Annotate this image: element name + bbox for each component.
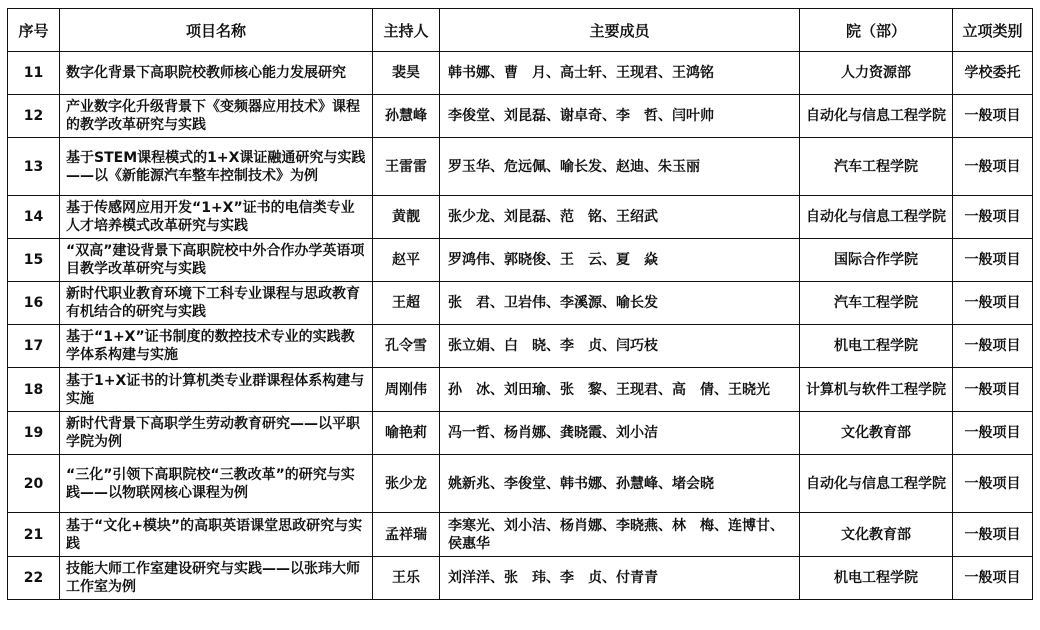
- cell-members: 刘洋洋、张 玮、李 贞、付青青: [440, 557, 800, 600]
- cell-department: 自动化与信息工程学院: [800, 196, 953, 239]
- cell-members: 韩书娜、曹 月、高士轩、王现君、王鸿铭: [440, 52, 800, 95]
- table-row: [8, 513, 1033, 557]
- table-row: [8, 138, 1033, 196]
- table-row: [8, 455, 1033, 513]
- cell-members: 罗鸿伟、郭晓俊、王 云、夏 焱: [440, 239, 800, 282]
- cell-category: 一般项目: [953, 455, 1033, 513]
- cell-no: 18: [8, 368, 60, 412]
- header-department: 院（部）: [800, 9, 953, 52]
- cell-host: 王雷雷: [373, 138, 440, 196]
- cell-no: 12: [8, 95, 60, 138]
- cell-project-name: 基于STEM课程模式的1+X课证融通研究与实践——以《新能源汽车整车控制技术》为例: [60, 138, 373, 196]
- cell-category: 一般项目: [953, 557, 1033, 600]
- cell-project-name: 基于1+X证书的计算机类专业群课程体系构建与实施: [60, 368, 373, 412]
- header-members: 主要成员: [440, 9, 800, 52]
- header-host: 主持人: [373, 9, 440, 52]
- cell-department: 汽车工程学院: [800, 138, 953, 196]
- cell-host: 赵平: [373, 239, 440, 282]
- cell-project-name: 新时代背景下高职学生劳动教育研究——以平职学院为例: [60, 412, 373, 455]
- cell-department: 文化教育部: [800, 513, 953, 557]
- cell-project-name: 基于“1+X”证书制度的数控技术专业的实践教学体系构建与实施: [60, 325, 373, 368]
- cell-host: 张少龙: [373, 455, 440, 513]
- cell-no: 19: [8, 412, 60, 455]
- cell-category: 一般项目: [953, 325, 1033, 368]
- table-row: [8, 557, 1033, 600]
- cell-host: 王超: [373, 282, 440, 325]
- cell-members: 张 君、卫岩伟、李溪源、喻长发: [440, 282, 800, 325]
- cell-category: 一般项目: [953, 95, 1033, 138]
- cell-department: 自动化与信息工程学院: [800, 455, 953, 513]
- cell-host: 孟祥瑞: [373, 513, 440, 557]
- cell-members: 李寒光、刘小洁、杨肖娜、李晓燕、林 梅、连博甘、侯惠华: [440, 513, 800, 557]
- cell-no: 14: [8, 196, 60, 239]
- header-project-name: 项目名称: [60, 9, 373, 52]
- cell-members: 李俊堂、刘昆磊、谢卓奇、李 哲、闫叶帅: [440, 95, 800, 138]
- table-row: [8, 196, 1033, 239]
- cell-project-name: “双高”建设背景下高职院校中外合作办学英语项目教学改革研究与实践: [60, 239, 373, 282]
- cell-members: 姚新兆、李俊堂、韩书娜、孙慧峰、堵会晓: [440, 455, 800, 513]
- cell-category: 一般项目: [953, 513, 1033, 557]
- cell-department: 国际合作学院: [800, 239, 953, 282]
- cell-no: 22: [8, 557, 60, 600]
- header-no: 序号: [8, 9, 60, 52]
- cell-no: 11: [8, 52, 60, 95]
- cell-category: 一般项目: [953, 239, 1033, 282]
- cell-category: 一般项目: [953, 412, 1033, 455]
- cell-members: 张少龙、刘昆磊、范 铭、王绍武: [440, 196, 800, 239]
- cell-department: 计算机与软件工程学院: [800, 368, 953, 412]
- cell-project-name: 基于传感网应用开发“1+X”证书的电信类专业人才培养模式改革研究与实践: [60, 196, 373, 239]
- cell-host: 王乐: [373, 557, 440, 600]
- cell-project-name: “三化”引领下高职院校“三教改革”的研究与实践——以物联网核心课程为例: [60, 455, 373, 513]
- cell-no: 16: [8, 282, 60, 325]
- table-row: [8, 412, 1033, 455]
- cell-department: 机电工程学院: [800, 557, 953, 600]
- project-table: [7, 8, 1033, 600]
- cell-category: 一般项目: [953, 368, 1033, 412]
- cell-no: 17: [8, 325, 60, 368]
- cell-department: 人力资源部: [800, 52, 953, 95]
- cell-category: 一般项目: [953, 196, 1033, 239]
- cell-project-name: 新时代职业教育环境下工科专业课程与思政教育有机结合的研究与实践: [60, 282, 373, 325]
- cell-host: 黄靓: [373, 196, 440, 239]
- cell-category: 一般项目: [953, 138, 1033, 196]
- cell-department: 机电工程学院: [800, 325, 953, 368]
- cell-members: 罗玉华、危远佩、喻长发、赵迪、朱玉丽: [440, 138, 800, 196]
- cell-members: 孙 冰、刘田瑜、张 黎、王现君、高 倩、王晓光: [440, 368, 800, 412]
- header-row: [8, 9, 1033, 52]
- cell-members: 冯一哲、杨肖娜、龚晓霞、刘小洁: [440, 412, 800, 455]
- cell-host: 周刚伟: [373, 368, 440, 412]
- table-row: [8, 52, 1033, 95]
- table-row: [8, 239, 1033, 282]
- cell-no: 20: [8, 455, 60, 513]
- cell-host: 喻艳莉: [373, 412, 440, 455]
- cell-category: 一般项目: [953, 282, 1033, 325]
- cell-project-name: 产业数字化升级背景下《变频器应用技术》课程的教学改革研究与实践: [60, 95, 373, 138]
- cell-department: 自动化与信息工程学院: [800, 95, 953, 138]
- cell-no: 21: [8, 513, 60, 557]
- header-category: 立项类别: [953, 9, 1033, 52]
- cell-project-name: 数字化背景下高职院校教师核心能力发展研究: [60, 52, 373, 95]
- cell-category: 学校委托: [953, 52, 1033, 95]
- cell-members: 张立娟、白 晓、李 贞、闫巧枝: [440, 325, 800, 368]
- cell-department: 汽车工程学院: [800, 282, 953, 325]
- cell-no: 15: [8, 239, 60, 282]
- cell-no: 13: [8, 138, 60, 196]
- cell-project-name: 基于“文化+模块”的高职英语课堂思政研究与实践: [60, 513, 373, 557]
- cell-department: 文化教育部: [800, 412, 953, 455]
- cell-host: 裴昊: [373, 52, 440, 95]
- cell-host: 孙慧峰: [373, 95, 440, 138]
- table-row: [8, 95, 1033, 138]
- table-row: [8, 368, 1033, 412]
- table-row: [8, 325, 1033, 368]
- table-row: [8, 282, 1033, 325]
- cell-host: 孔令雪: [373, 325, 440, 368]
- cell-project-name: 技能大师工作室建设研究与实践——以张玮大师工作室为例: [60, 557, 373, 600]
